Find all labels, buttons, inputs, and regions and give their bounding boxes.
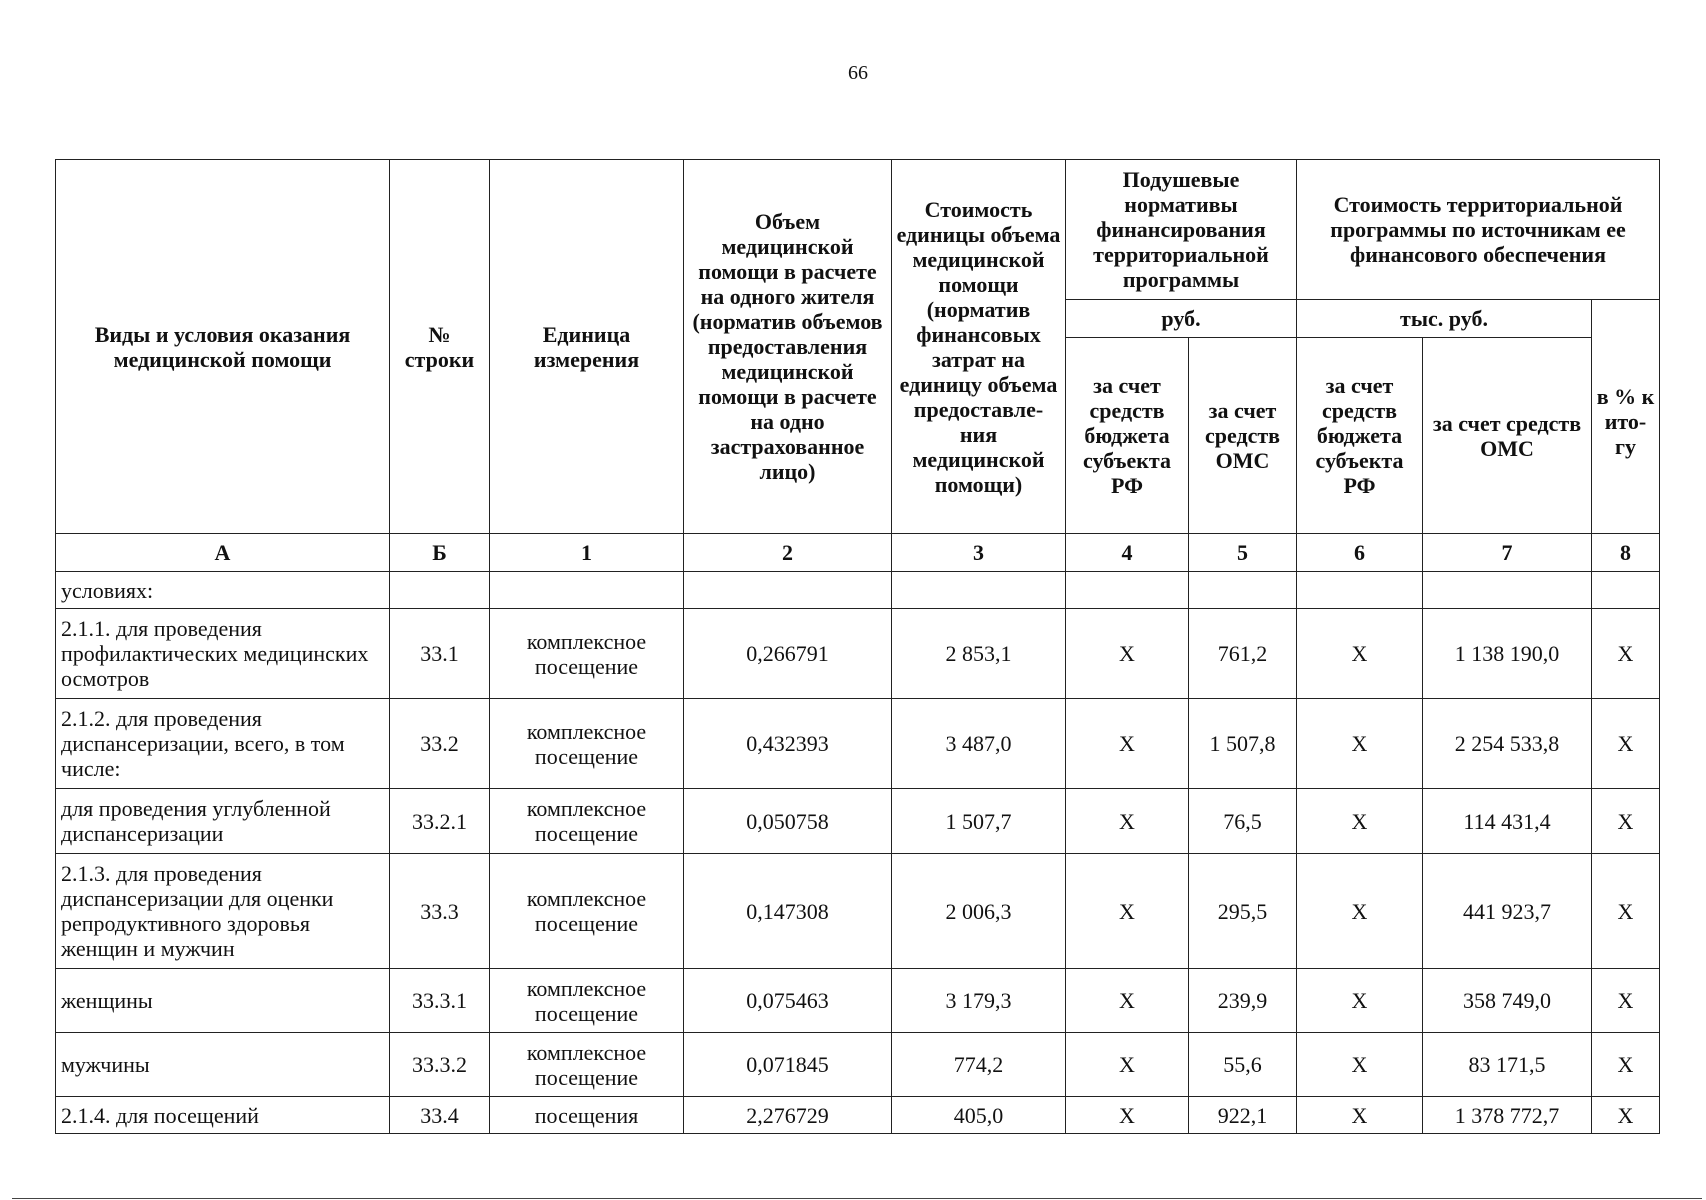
row-volume: 2,276729 — [684, 1097, 892, 1134]
row-oms-thousand-rub: 2 254 533,8 — [1423, 699, 1592, 789]
table-row — [56, 1097, 1660, 1134]
row-volume: 0,147308 — [684, 854, 892, 969]
row-unit-cost: 2 853,1 — [892, 609, 1066, 699]
row-line-number: 33.1 — [390, 609, 490, 699]
index-cell: 6 — [1297, 534, 1423, 572]
header-program-cost: Стоимость территориальной программы по источникам ее финансового обеспечения — [1297, 160, 1660, 300]
header-unit-rub: руб. — [1066, 300, 1297, 338]
header-oms-rub: за счет средств ОМС — [1189, 338, 1297, 534]
row-oms-rub: 55,6 — [1189, 1033, 1297, 1097]
row-budget-rub: X — [1066, 854, 1189, 969]
table-row — [56, 969, 1660, 1033]
row-name: 2.1.1. для проведения профилактических медицинских осмотров — [56, 609, 390, 699]
header-budget-rub: за счет средств бюджета субъекта РФ — [1066, 338, 1189, 534]
row-oms-thousand-rub: 1 378 772,7 — [1423, 1097, 1592, 1134]
row-volume: 0,266791 — [684, 609, 892, 699]
row-name: 2.1.4. для посещений — [56, 1097, 390, 1134]
row-name: для проведения углубленной диспансеризации — [56, 789, 390, 854]
header-volume: Объем медицинской помощи в расчете на одного жителя (норматив объемов предоставления медицинской помощи в расчете на одно застрахованное лицо) — [684, 160, 892, 534]
index-cell: 7 — [1423, 534, 1592, 572]
header-line-number: № строки — [390, 160, 490, 534]
row-oms-thousand-rub: 1 138 190,0 — [1423, 609, 1592, 699]
row-line-number: 33.3 — [390, 854, 490, 969]
row-oms-rub: 76,5 — [1189, 789, 1297, 854]
row-line-number: 33.2.1 — [390, 789, 490, 854]
header-per-capita-standards: Подушевые нормативы финансирования территориальной программы — [1066, 160, 1297, 300]
row-oms-thousand-rub: 83 171,5 — [1423, 1033, 1592, 1097]
row-budget-rub: X — [1066, 1097, 1189, 1134]
header-unit: Единица измерения — [490, 160, 684, 534]
table-row — [56, 609, 1660, 699]
row-percent: X — [1592, 854, 1660, 969]
row-unit-cost: 2 006,3 — [892, 854, 1066, 969]
header-percent-of-total: в % к ито-гу — [1592, 300, 1660, 534]
row-name: условиях: — [56, 572, 390, 609]
row-unit-cost: 1 507,7 — [892, 789, 1066, 854]
row-unit: посещения — [490, 1097, 684, 1134]
row-name: женщины — [56, 969, 390, 1033]
continuation-row — [56, 572, 1660, 609]
row-budget-thousand-rub: X — [1297, 1033, 1423, 1097]
row-unit-cost: 3 487,0 — [892, 699, 1066, 789]
header-oms-thousand-rub: за счет средств ОМС — [1423, 338, 1592, 534]
row-budget-thousand-rub: X — [1297, 969, 1423, 1033]
row-budget-thousand-rub: X — [1297, 1097, 1423, 1134]
row-oms-rub: 1 507,8 — [1189, 699, 1297, 789]
row-name: мужчины — [56, 1033, 390, 1097]
row-unit-cost: 774,2 — [892, 1033, 1066, 1097]
row-volume: 0,075463 — [684, 969, 892, 1033]
row-unit-cost: 405,0 — [892, 1097, 1066, 1134]
row-percent: X — [1592, 969, 1660, 1033]
row-unit: комплексное посещение — [490, 854, 684, 969]
header-budget-thousand-rub: за счет средств бюджета субъекта РФ — [1297, 338, 1423, 534]
table-row — [56, 699, 1660, 789]
row-unit: комплексное посещение — [490, 1033, 684, 1097]
row-budget-thousand-rub: X — [1297, 699, 1423, 789]
row-volume: 0,432393 — [684, 699, 892, 789]
row-budget-thousand-rub: X — [1297, 854, 1423, 969]
row-oms-thousand-rub: 358 749,0 — [1423, 969, 1592, 1033]
row-oms-rub: 922,1 — [1189, 1097, 1297, 1134]
row-line-number: 33.2 — [390, 699, 490, 789]
table-row — [56, 1033, 1660, 1097]
row-unit: комплексное посещение — [490, 699, 684, 789]
row-percent: X — [1592, 789, 1660, 854]
row-percent: X — [1592, 1097, 1660, 1134]
row-budget-rub: X — [1066, 699, 1189, 789]
page-number: 66 — [848, 62, 868, 84]
row-percent: X — [1592, 609, 1660, 699]
row-percent: X — [1592, 699, 1660, 789]
row-budget-rub: X — [1066, 789, 1189, 854]
row-volume: 0,071845 — [684, 1033, 892, 1097]
row-unit-cost: 3 179,3 — [892, 969, 1066, 1033]
row-budget-thousand-rub: X — [1297, 609, 1423, 699]
row-budget-thousand-rub: X — [1297, 789, 1423, 854]
index-cell: Б — [390, 534, 490, 572]
row-line-number: 33.3.2 — [390, 1033, 490, 1097]
row-unit: комплексное посещение — [490, 969, 684, 1033]
row-line-number: 33.3.1 — [390, 969, 490, 1033]
row-oms-thousand-rub: 114 431,4 — [1423, 789, 1592, 854]
index-cell: 3 — [892, 534, 1066, 572]
column-index-row — [56, 534, 1660, 572]
row-unit: комплексное посещение — [490, 789, 684, 854]
header-unit-thousand-rub: тыс. руб. — [1297, 300, 1592, 338]
table-row — [56, 789, 1660, 854]
header-unit-cost: Стоимость единицы объема медицинской помощи (норматив финансовых затрат на единицу объема предоставле-ния медицинской помощи) — [892, 160, 1066, 534]
table-row — [56, 854, 1660, 969]
index-cell: 5 — [1189, 534, 1297, 572]
index-cell: 1 — [490, 534, 684, 572]
row-oms-rub: 761,2 — [1189, 609, 1297, 699]
row-unit: комплексное посещение — [490, 609, 684, 699]
index-cell: 4 — [1066, 534, 1189, 572]
index-cell: А — [56, 534, 390, 572]
header-kind-of-care: Виды и условия оказания медицинской помощи — [56, 160, 390, 534]
territorial-program-table — [55, 159, 1660, 1134]
page-bottom-rule — [12, 1198, 1702, 1199]
row-name: 2.1.3. для проведения диспансеризации для оценки репродуктивного здоровья женщин и мужчин — [56, 854, 390, 969]
row-percent: X — [1592, 1033, 1660, 1097]
index-cell: 2 — [684, 534, 892, 572]
row-budget-rub: X — [1066, 969, 1189, 1033]
row-budget-rub: X — [1066, 609, 1189, 699]
index-cell: 8 — [1592, 534, 1660, 572]
row-volume: 0,050758 — [684, 789, 892, 854]
row-oms-thousand-rub: 441 923,7 — [1423, 854, 1592, 969]
row-line-number: 33.4 — [390, 1097, 490, 1134]
row-oms-rub: 295,5 — [1189, 854, 1297, 969]
row-name: 2.1.2. для проведения диспансеризации, всего, в том числе: — [56, 699, 390, 789]
row-oms-rub: 239,9 — [1189, 969, 1297, 1033]
row-budget-rub: X — [1066, 1033, 1189, 1097]
